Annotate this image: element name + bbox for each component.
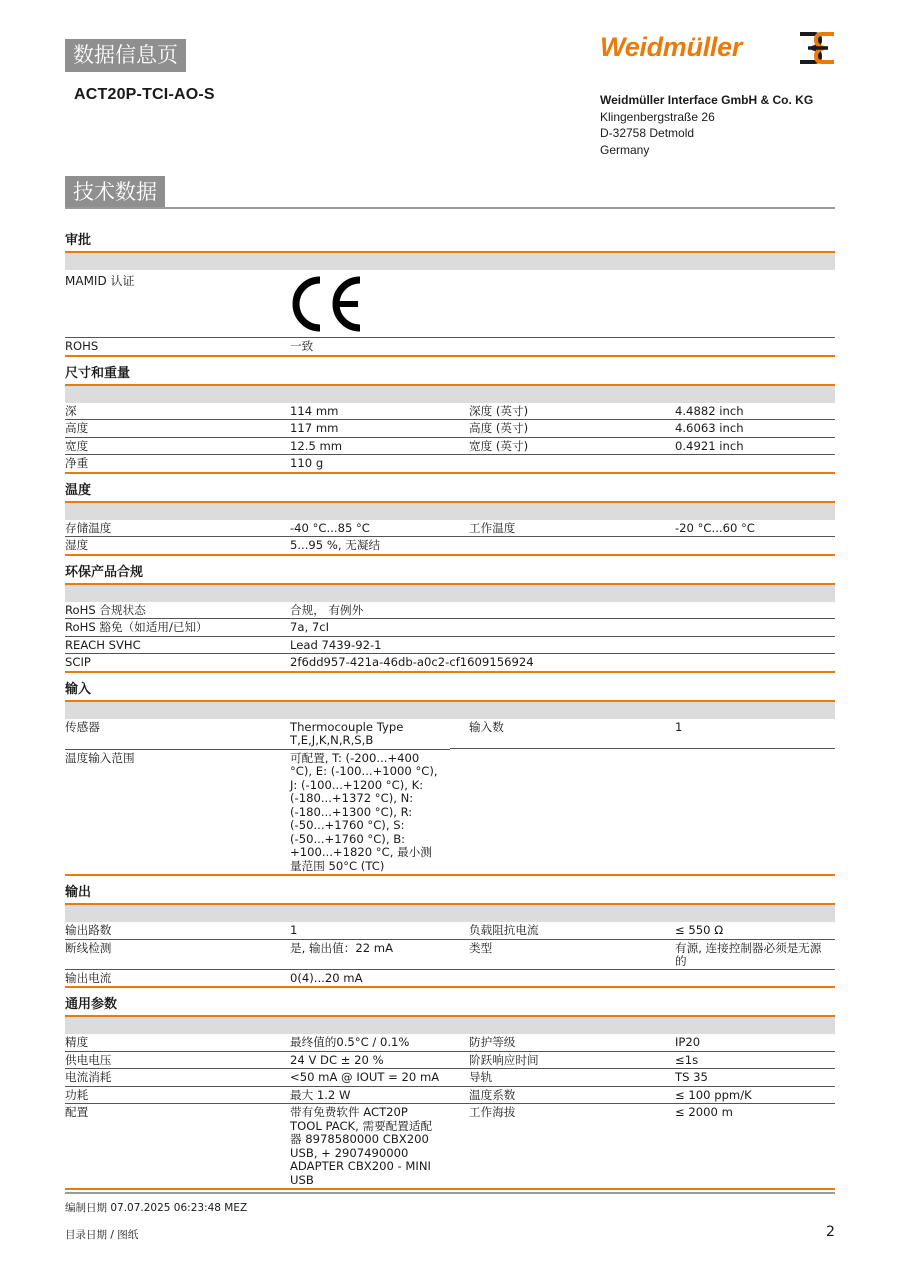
spec-value: 一致 xyxy=(290,339,314,353)
spec-value: ≤ 550 Ω xyxy=(675,923,724,937)
spec-label: 电流消耗 xyxy=(65,1070,112,1084)
spec-label: 深 xyxy=(65,403,77,418)
spec-row xyxy=(65,619,835,637)
spec-row xyxy=(65,940,450,970)
section-band xyxy=(65,253,835,270)
spec-row xyxy=(65,338,835,355)
spec-label: 输出路数 xyxy=(65,923,112,937)
spec-value: ≤ 2000 m xyxy=(675,1105,733,1119)
page-number: 2 xyxy=(826,1224,835,1240)
spec-row xyxy=(65,270,835,338)
spec-row xyxy=(65,602,835,620)
spec-label: 类型 xyxy=(469,940,493,955)
spec-value: Thermocouple Type T,E,J,K,N,R,S,B xyxy=(290,719,404,747)
spec-row xyxy=(65,1034,450,1052)
technical-data-tag: 技术数据 xyxy=(65,176,165,209)
spec-row xyxy=(65,654,835,671)
spec-label: 精度 xyxy=(65,1035,89,1049)
logo-wordmark: Weidmüller xyxy=(600,32,743,62)
spec-value: -40 °C...85 °C xyxy=(290,520,370,535)
footer-divider xyxy=(65,1192,835,1194)
logo-mark-icon xyxy=(798,30,836,66)
spec-value: 有源, 连接控制器必须是无源的 xyxy=(675,940,822,968)
spec-value: 24 V DC ± 20 % xyxy=(290,1052,384,1067)
spec-row xyxy=(450,1034,835,1052)
spec-row xyxy=(65,537,450,554)
spec-value: 最终值的0.5°C / 0.1% xyxy=(290,1035,410,1049)
spec-row xyxy=(65,1069,450,1087)
spec-row xyxy=(65,750,450,875)
spec-label: RoHS 合规状态 xyxy=(65,602,146,617)
spec-value: 2f6dd957-421a-46db-a0c2-cf1609156924 xyxy=(290,655,534,669)
spec-label: 温度系数 xyxy=(469,1087,516,1102)
section-environment xyxy=(65,564,835,673)
spec-value: Lead 7439-92-1 xyxy=(290,637,382,652)
spec-label: 工作海拔 xyxy=(469,1105,516,1119)
spec-value: 是, 输出值：22 mA xyxy=(290,940,394,955)
spec-row xyxy=(65,455,450,472)
section-title: 环保产品合规 xyxy=(65,564,835,585)
section-band xyxy=(65,1017,835,1034)
section-title: 温度 xyxy=(65,482,835,503)
spec-label: 温度输入范围 xyxy=(65,750,135,765)
spec-label: 净重 xyxy=(65,456,89,470)
spec-row xyxy=(65,438,450,456)
spec-row xyxy=(65,520,450,538)
address-city: D-32758 Detmold xyxy=(600,126,695,141)
section-input xyxy=(65,681,835,877)
spec-value: 7a, 7cI xyxy=(290,620,330,634)
section-general xyxy=(65,996,835,1190)
product-name: ACT20P-TCI-AO-S xyxy=(74,86,215,103)
spec-label: 断线检测 xyxy=(65,940,112,955)
weidmuller-logo xyxy=(600,30,836,70)
spec-label: RoHS 豁免（如适用/已知） xyxy=(65,620,208,634)
spec-row xyxy=(65,1052,450,1070)
section-output xyxy=(65,884,835,988)
spec-value: 合规， 有例外 xyxy=(290,602,364,617)
spec-label: 输入数 xyxy=(469,719,504,734)
address-street: Klingenbergstraße 26 xyxy=(600,109,715,124)
section-band xyxy=(65,386,835,403)
spec-value: 117 mm xyxy=(290,421,339,435)
catalog-date-label: 目录日期 / 图纸 xyxy=(65,1229,139,1241)
spec-label: 配置 xyxy=(65,1105,89,1119)
spec-value: 最大 1.2 W xyxy=(290,1087,351,1102)
spec-value: 1 xyxy=(290,923,298,937)
spec-value: -20 °C...60 °C xyxy=(675,520,755,535)
spec-value: 1 xyxy=(675,719,683,734)
section-title: 尺寸和重量 xyxy=(65,365,835,386)
spec-row xyxy=(450,403,835,421)
spec-label: 高度 xyxy=(65,421,89,435)
spec-value: IP20 xyxy=(675,1035,701,1049)
spec-label: 负载阻抗电流 xyxy=(469,923,539,937)
spec-value: 5...95 %, 无凝结 xyxy=(290,538,381,552)
spec-row xyxy=(65,420,450,438)
spec-value: TS 35 xyxy=(675,1070,708,1084)
spec-row xyxy=(65,637,835,655)
section-band xyxy=(65,702,835,719)
spec-row xyxy=(450,1087,835,1105)
spec-row xyxy=(450,520,835,538)
spec-value: 110 g xyxy=(290,456,324,470)
spec-label: 工作温度 xyxy=(469,520,516,535)
spec-value: <50 mA @ IOUT = 20 mA xyxy=(290,1070,440,1084)
spec-row xyxy=(450,1069,835,1087)
spec-label: 深度 (英寸) xyxy=(469,403,529,418)
spec-label: 供电电压 xyxy=(65,1052,112,1067)
spec-label: MAMID 认证 xyxy=(65,274,135,288)
section-title: 输出 xyxy=(65,884,835,905)
spec-value: ≤1s xyxy=(675,1052,699,1067)
spec-row xyxy=(450,940,835,970)
spec-row xyxy=(65,403,450,421)
spec-label: REACH SVHC xyxy=(65,637,141,652)
section-band xyxy=(65,503,835,520)
spec-value: 114 mm xyxy=(290,403,339,418)
spec-row xyxy=(65,1104,450,1188)
spec-row xyxy=(450,922,835,940)
spec-label: 湿度 xyxy=(65,538,89,552)
spec-label: 传感器 xyxy=(65,719,100,734)
company-address xyxy=(600,92,813,159)
header-divider xyxy=(65,207,835,209)
spec-row xyxy=(450,1104,835,1121)
spec-value: 4.4882 inch xyxy=(675,403,744,418)
spec-label: 功耗 xyxy=(65,1087,89,1102)
spec-row xyxy=(65,922,450,940)
created-date: 编制日期 07.07.2025 06:23:48 MEZ xyxy=(65,1202,248,1214)
document-type-tag: 数据信息页 xyxy=(65,39,186,72)
spec-value: ≤ 100 ppm/K xyxy=(675,1087,752,1102)
spec-label: 存储温度 xyxy=(65,520,112,535)
section-dimensions xyxy=(65,365,835,474)
spec-label: 防护等级 xyxy=(469,1035,516,1049)
spec-label: 宽度 (英寸) xyxy=(469,438,529,453)
spec-row xyxy=(450,438,835,456)
section-temperature xyxy=(65,482,835,556)
spec-row xyxy=(450,1052,835,1070)
section-title: 输入 xyxy=(65,681,835,702)
spec-value: 0.4921 inch xyxy=(675,438,744,453)
section-band xyxy=(65,905,835,922)
section-band xyxy=(65,585,835,602)
spec-row xyxy=(65,1087,450,1105)
company-name: Weidmüller Interface GmbH & Co. KG xyxy=(600,93,814,107)
spec-value: 4.6063 inch xyxy=(675,421,744,435)
address-country: Germany xyxy=(600,143,650,158)
spec-value: 可配置, T: (-200...+400 °C), E: (-100...+1000 °C), J: (-100...+1200 °C), K: (-180...+1372 °C), N: (-180...+1300 °C), R: (-50...+1760 °C), S: (-50...+1760 °C), B: +100...+1820 °C, 最小测量范围 50°C (TC) xyxy=(290,750,438,873)
spec-value: 0(4)...20 mA xyxy=(290,970,363,985)
section-title: 审批 xyxy=(65,232,835,253)
technical-data-content xyxy=(65,232,835,1198)
spec-value: 带有免费软件 ACT20P TOOL PACK, 需要配置适配器 8978580000 CBX200 USB, + 2907490000 ADAPTER CBX200 - MINI USB xyxy=(290,1105,433,1187)
spec-row xyxy=(450,719,835,749)
spec-value: 12.5 mm xyxy=(290,438,343,453)
spec-label: 宽度 xyxy=(65,438,89,453)
spec-label: ROHS xyxy=(65,339,99,353)
spec-label: 输出电流 xyxy=(65,970,112,985)
section-approvals xyxy=(65,232,835,357)
spec-row xyxy=(65,970,450,987)
section-title: 通用参数 xyxy=(65,996,835,1017)
spec-label: 高度 (英寸) xyxy=(469,421,529,435)
spec-label: 阶跃响应时间 xyxy=(469,1052,539,1067)
spec-label: 导轨 xyxy=(469,1070,493,1084)
spec-label: SCIP xyxy=(65,655,91,669)
ce-mark-icon xyxy=(290,276,364,332)
spec-row xyxy=(450,420,835,438)
spec-row xyxy=(65,719,450,750)
